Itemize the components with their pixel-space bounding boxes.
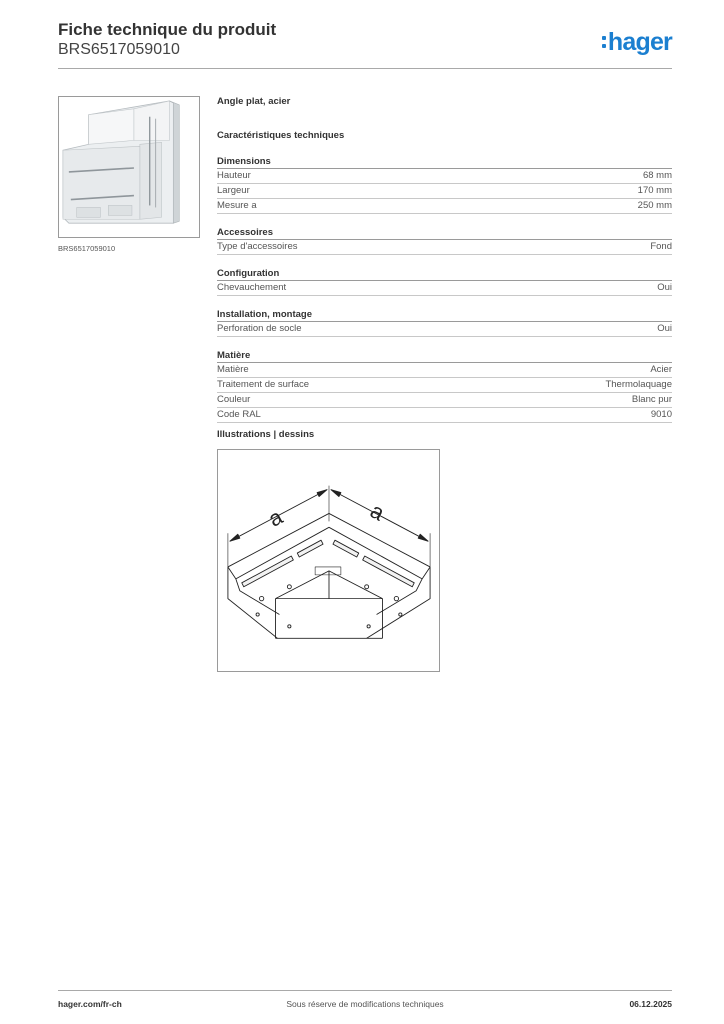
spec-row	[217, 393, 672, 408]
spec-group-matiere	[217, 349, 672, 423]
spec-value: Fond	[650, 241, 672, 252]
spec-row	[217, 184, 672, 199]
product-name: Angle plat, acier	[217, 96, 291, 107]
product-code: BRS6517059010	[58, 41, 180, 58]
spec-row	[217, 281, 672, 296]
angle-product-image	[59, 97, 199, 237]
spec-label: Mesure a	[217, 200, 257, 211]
spec-value: Thermolaquage	[605, 379, 672, 390]
spec-label: Largeur	[217, 185, 250, 196]
logo-text: hager	[607, 28, 672, 56]
page-header	[58, 20, 672, 69]
spec-value: Blanc pur	[631, 394, 672, 405]
spec-group-accessoires	[217, 226, 672, 255]
footer-disclaimer: Sous réserve de modifications techniques	[286, 999, 444, 1009]
group-title: Accessoires	[217, 226, 672, 240]
spec-label: Hauteur	[217, 170, 251, 181]
spec-value: 250 mm	[637, 200, 672, 211]
group-title: Dimensions	[217, 155, 672, 169]
spec-row	[217, 199, 672, 214]
dimension-label-left: a	[264, 503, 287, 532]
spec-label: Type d'accessoires	[217, 241, 298, 252]
spec-label: Couleur	[217, 394, 251, 405]
spec-row	[217, 408, 672, 423]
spec-label: Perforation de socle	[217, 323, 302, 334]
group-title: Configuration	[217, 267, 672, 281]
dimension-label-right: a	[366, 497, 389, 526]
spec-row	[217, 322, 672, 337]
spec-label: Chevauchement	[217, 282, 287, 293]
spec-value: 9010	[650, 409, 672, 420]
angle-drawing-image	[218, 450, 439, 671]
spec-label: Matière	[217, 364, 249, 375]
footer-website-link[interactable]: hager.com/fr-ch	[58, 999, 122, 1009]
spec-value: Oui	[657, 323, 672, 334]
spec-row	[217, 363, 672, 378]
page-footer	[58, 990, 672, 1015]
spec-row	[217, 378, 672, 393]
footer-date: 06.12.2025	[629, 999, 672, 1009]
product-photo	[58, 96, 200, 238]
technical-drawing	[217, 449, 440, 672]
spec-value: 68 mm	[642, 170, 672, 181]
spec-group-configuration	[217, 267, 672, 296]
illustrations-title: Illustrations | dessins	[217, 429, 315, 440]
spec-label: Code RAL	[217, 409, 261, 420]
spec-value: Oui	[657, 282, 672, 293]
spec-label: Traitement de surface	[217, 379, 310, 390]
hager-logo[interactable]	[602, 28, 672, 56]
photo-caption: BRS6517059010	[58, 244, 116, 253]
specs-title: Caractéristiques techniques	[217, 130, 345, 141]
spec-value: Acier	[650, 364, 672, 375]
spec-row	[217, 240, 672, 255]
spec-group-dimensions	[217, 155, 672, 214]
spec-group-installation	[217, 308, 672, 337]
group-title: Installation, montage	[217, 308, 672, 322]
spec-value: 170 mm	[637, 185, 672, 196]
logo-dots-icon	[602, 36, 606, 48]
spec-row	[217, 169, 672, 184]
document-title: Fiche technique du produit	[58, 20, 277, 39]
technical-specifications	[217, 95, 672, 423]
group-title: Matière	[217, 349, 672, 363]
